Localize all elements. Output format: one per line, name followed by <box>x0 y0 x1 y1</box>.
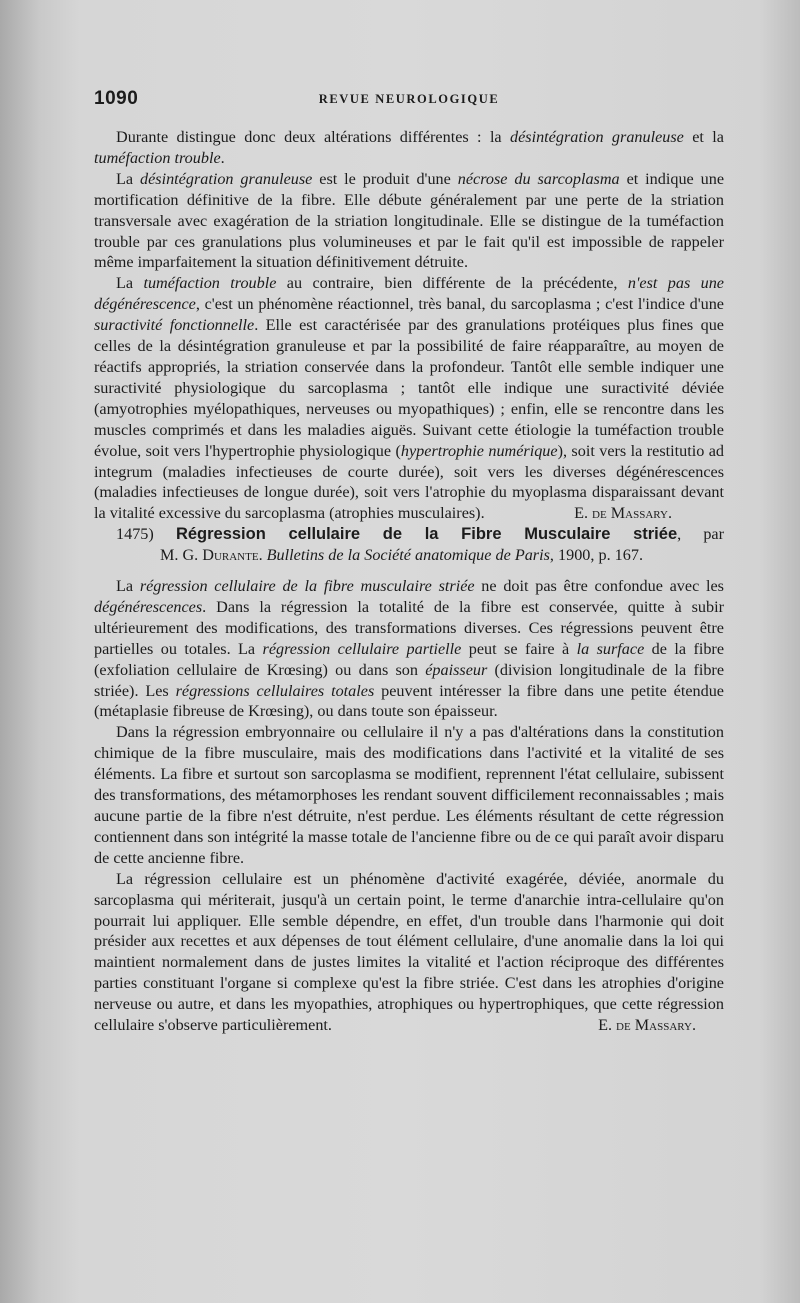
italic-term: régression cellulaire partielle <box>262 639 462 658</box>
page-body <box>94 127 724 1036</box>
text-run: La <box>116 274 144 293</box>
article-journal: Bulletins de la Société anatomique de Paris <box>266 546 550 565</box>
italic-term: la surface <box>576 639 645 658</box>
article-heading <box>94 524 724 545</box>
text-run: La <box>116 577 140 596</box>
text-run: , par <box>677 525 725 544</box>
italic-term: désintégration granuleuse <box>140 169 313 188</box>
text-run: (division longitudinale de la fibre striée). Les <box>94 660 725 700</box>
paragraph-regression-embryonnaire: Dans la régression embryonnaire ou cellulaire il n'y a pas d'altérations dans la constitution chimique de la fibre musculaire, mais des modifications dans l'activité et la vitalité de ses éléments. La fibre et surtout son sarcoplasma se modifient, reprennent l'état cellulaire, subissent des transformations, des métamorphoses les rendant souvent difficilement reconnaissables ; mais aucune partie de la fibre n'est détruite, n'est perdue. Les éléments résultant de cette régression contiennent dans son intégrité la masse totale de l'ancienne fibre ou de ce qui paraît avoir disparu de cette ancienne fibre. <box>94 723 724 867</box>
text-run: La <box>116 169 140 188</box>
paragraph-intro <box>94 127 724 169</box>
text-run: et la <box>683 128 724 146</box>
paragraph-regression-anarchie <box>94 869 724 1036</box>
italic-term: dégénérescences <box>94 597 203 616</box>
italic-term: n'est pas une dégénérescence <box>94 274 724 314</box>
running-header <box>94 88 724 114</box>
text-run: Durante distingue donc deux altérations différentes : la <box>116 128 511 146</box>
italic-term: épaisseur <box>425 660 488 679</box>
italic-term: tuméfaction trouble <box>143 274 277 293</box>
article-author: M. G. Durante. <box>160 546 263 565</box>
text-run: de la fibre (exfoliation cellulaire de Krœsing) ou dans son <box>94 639 725 679</box>
text-run: . <box>220 148 225 167</box>
text-run: La régression cellulaire est un phénomène d'activité exagérée, déviée, anormale du sarcoplasma qui mériterait, jusqu'à un certain point, le terme d'anarchie intra-cellulaire qu'on pourrait lui appliquer. Elle semble dépendre, en effet, d'un trouble dans l'harmonie qui doit présider aux recettes et aux dépenses de tout élément cellulaire, d'une anomalie dans la loi qui maintient normalement dans de justes limites la vitalité et l'action réciproque des différentes parties constituant l'organe si complexe qu'est la fibre striée. C'est dans les atrophies d'origine nerveuse ou autre, et dans les myopathies, atrophiques ou hypertrophiques, que cette régression cellulaire s'observe particulièrement. <box>94 869 724 1035</box>
text-run: . Dans la régression la totalité de la fibre est conservée, quitte à subir ultérieurement des modifications, des transformations diverses. Ces régressions peuvent être partielles ou totales. La <box>94 597 724 658</box>
italic-term: tuméfaction trouble <box>94 148 221 167</box>
page-number: 1090 <box>94 88 139 109</box>
paragraph-desintegration <box>94 169 724 274</box>
journal-title: REVUE NEUROLOGIQUE <box>318 92 500 106</box>
text-run: peuvent intéresser la fibre dans une petite étendue (métaplasie fibreuse de Krœsing), ou dans toute son épaisseur. <box>94 681 724 721</box>
text-run: ), soit vers la restitutio ad integrum (maladies infectieuses de courte durée), soit vers les diverses dégénérescences (maladies infectieuses de longue durée), soit vers l'atrophie du myoplasma disparaissant devant la vitalité excessive du sarcoplasma (atrophies musculaires). <box>94 441 724 523</box>
author-signature: E. de Massary. <box>574 504 672 523</box>
italic-term: nécrose du sarcoplasma <box>457 169 620 188</box>
article-details: , 1900, p. 167. <box>549 546 643 565</box>
text-run: ne doit pas être confondue avec les <box>474 577 724 596</box>
text-run: et indique une mortification définitive de la fibre. Elle débute généralement par une perte de la striation transversale avec exagération de la striation longitudinale. Elle se distingue de la tuméfaction trouble par ces granulations plus volumineuses et par le fait qu'il est impossible de rappeler même imparfaitement la situation définitivement détruite. <box>94 169 725 272</box>
italic-term: suractivité fonctionnelle <box>94 316 255 335</box>
text-run: peut se faire à <box>461 639 577 658</box>
article-citation <box>94 545 724 566</box>
italic-term: hypertrophie numérique <box>400 441 558 460</box>
italic-term: régression cellulaire de la fibre musculaire striée <box>139 577 475 596</box>
article-title: Régression cellulaire de la Fibre Musculaire striée <box>175 525 678 544</box>
italic-term: régressions cellulaires totales <box>175 681 375 700</box>
article-number: 1475) <box>116 525 154 544</box>
author-signature: E. de Massary. <box>598 1016 696 1035</box>
paragraph-regression-definition <box>94 576 724 722</box>
text-run: est le produit d'une <box>312 169 458 188</box>
text-run: . Elle est caractérisée par des granulations protéiques plus fines que celles de la désintégration granuleuse et par la possibilité de faire réapparaître, au moyen de réactifs appropriés, la striation conservée dans la profondeur. Tantôt elle semble indiquer une suractivité physiologique du sarcoplasma ; tantôt elle indique une suractivité déviée (amyotrophies myélopathiques, nerveuses ou myopathiques) ; enfin, elle se rencontre dans les muscles comprimés et dans les maladies aiguës. Suivant cette étiologie la tuméfaction trouble évolue, soit vers l'hypertrophie physiologique ( <box>94 316 724 460</box>
paragraph-tumefaction <box>94 273 724 524</box>
text-run: au contraire, bien différente de la précédente, <box>276 274 628 293</box>
text-run: , c'est un phénomène réactionnel, très banal, du sarcoplasma ; c'est l'indice d'une <box>195 295 724 314</box>
italic-term: désintégration granuleuse <box>510 128 684 146</box>
